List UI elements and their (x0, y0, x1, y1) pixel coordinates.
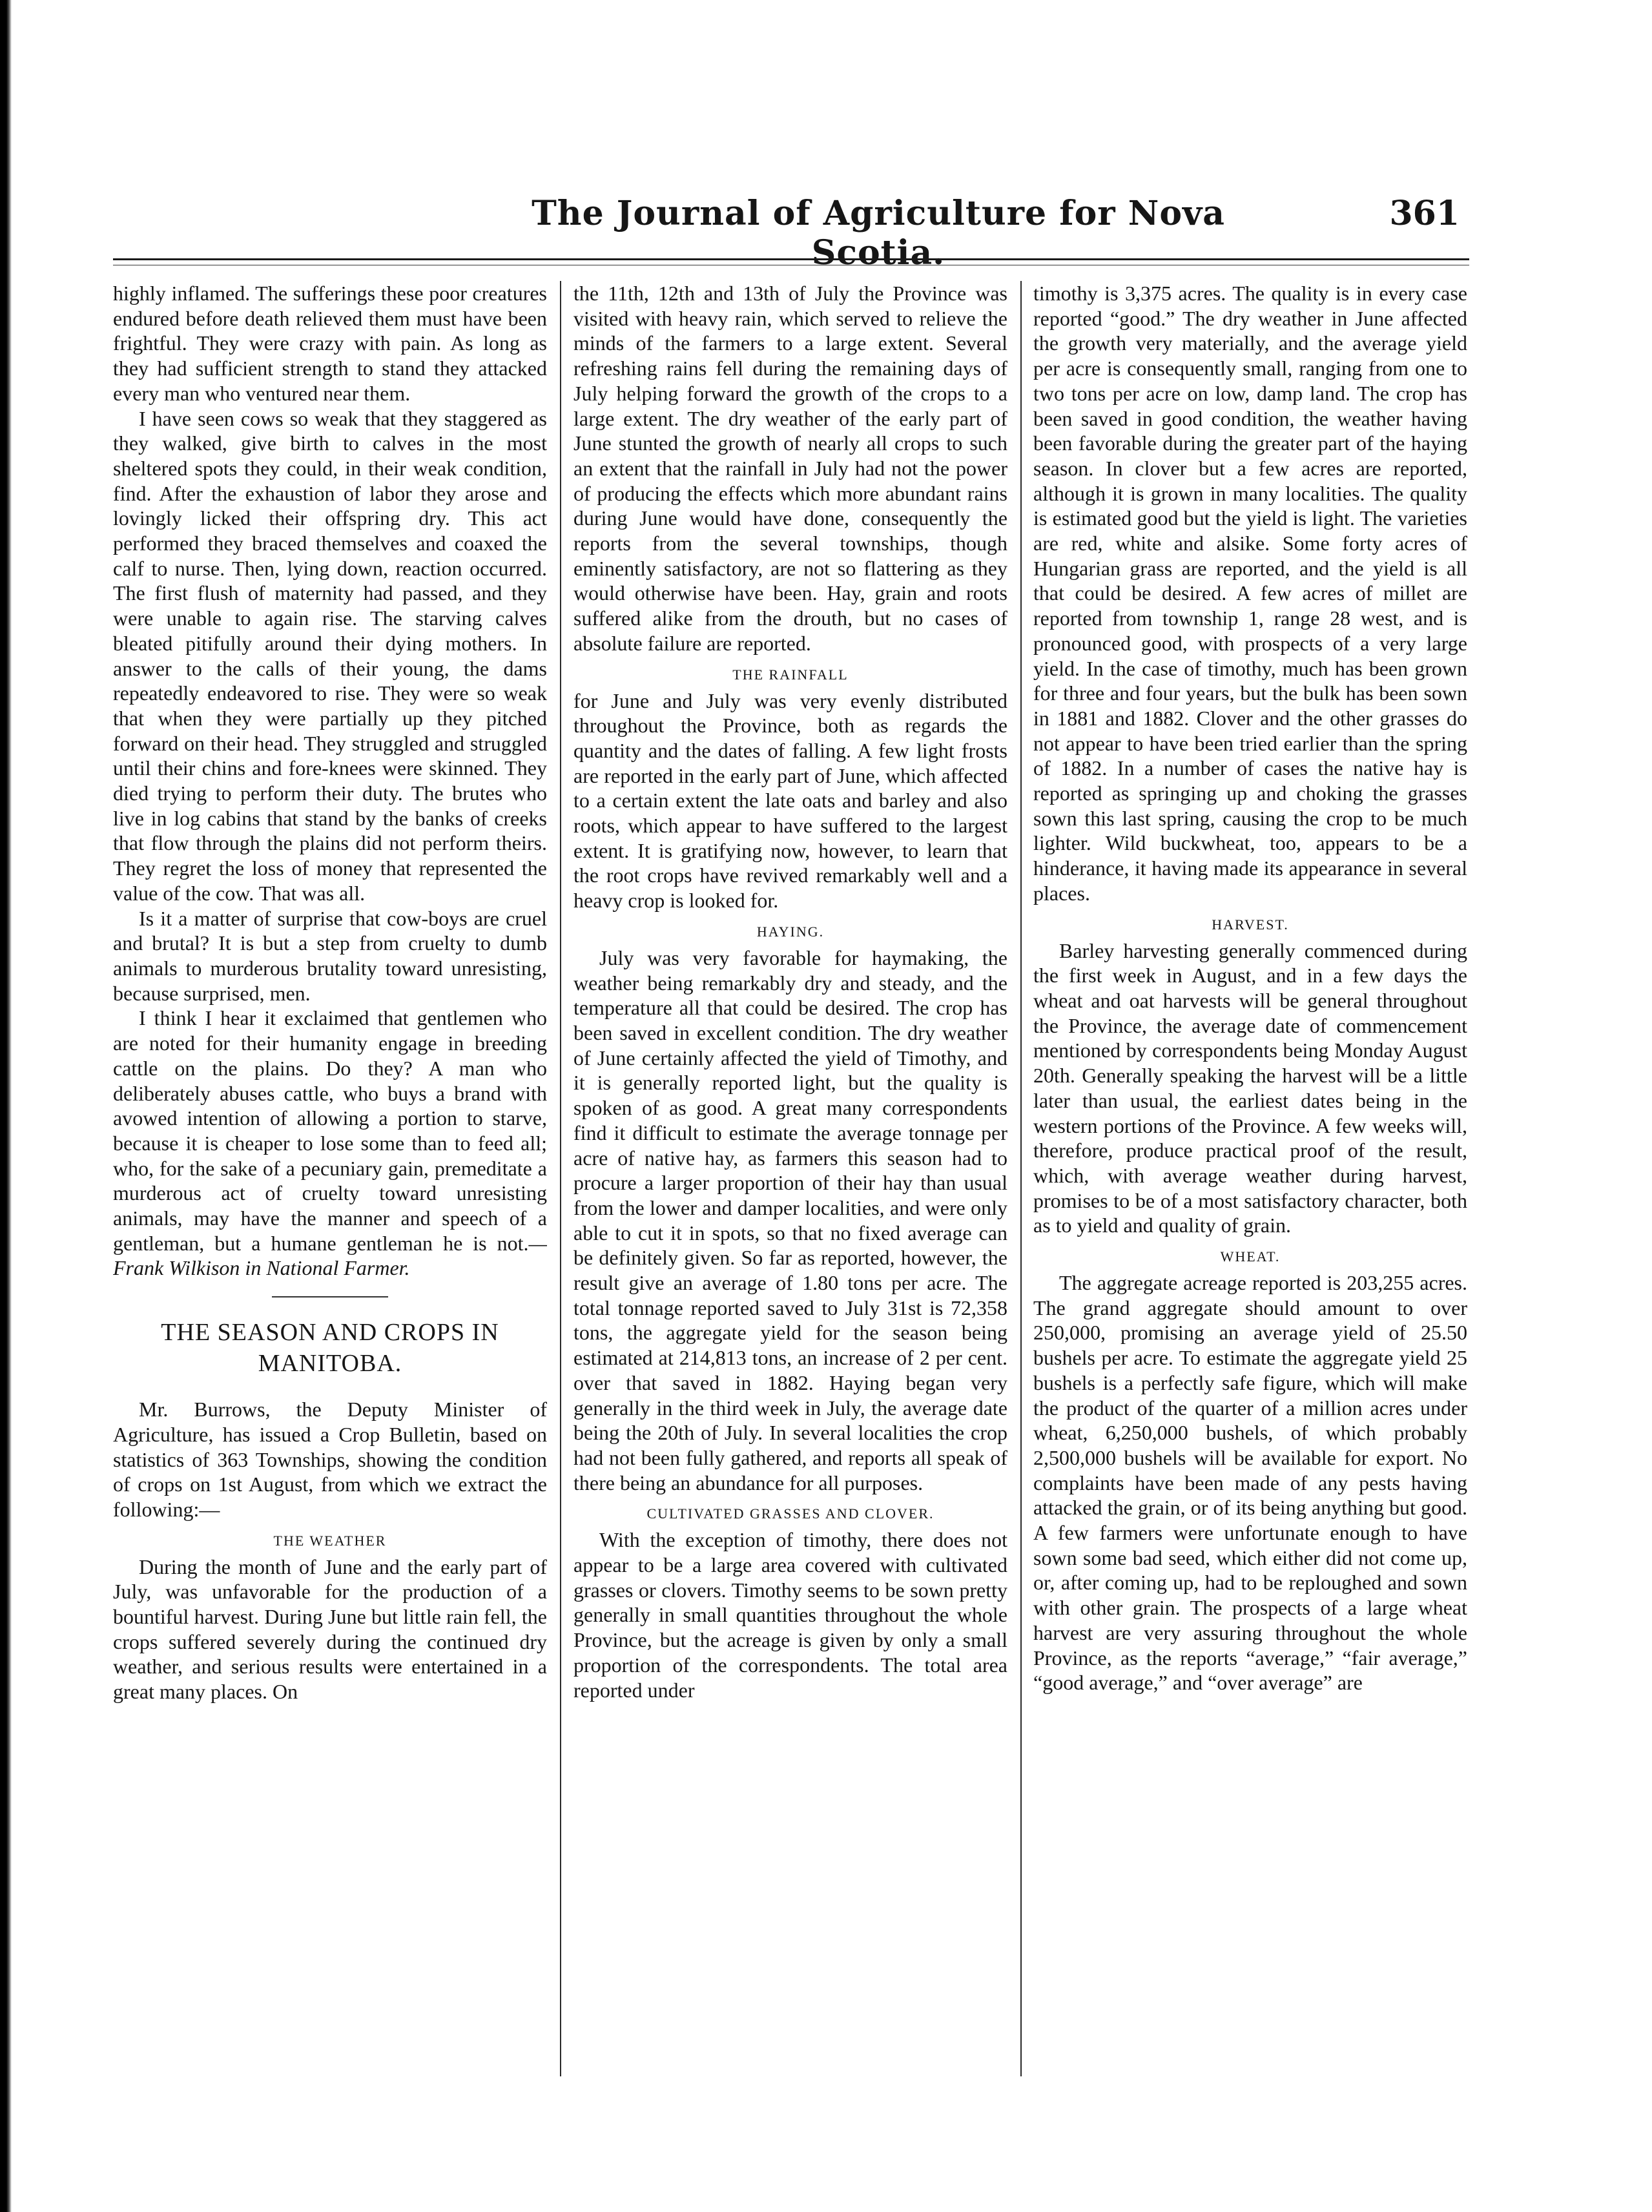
paragraph: Is it a matter of surprise that cow-boys are cruel and brutal? It is but a step from cruelty to dumb animals to murderous brutality toward unresisting, because surprised, men. (113, 906, 547, 1005)
column-2 (573, 281, 1007, 2089)
paragraph-text: I think I hear it exclaimed that gentlemen who are noted for their humanity engage in breeding cattle on the plains. Do they? A man who deliberately abuses cattle, who buys a brand with avowed intention of allowing a portion to starve, because it is cheaper to lose some than to feed all; who, for the sake of a pecuniary gain, premeditate a murderous act of cruelty toward unresisting animals, may have the manner and speech of a gentleman, but a humane gentleman he is not. (113, 1006, 547, 1255)
subhead-rainfall: THE RAINFALL (732, 666, 849, 683)
paragraph: the 11th, 12th and 13th of July the Province was visited with heavy rain, which served to relieve the minds of the farmers to a large extent. Several refreshing rains fell during the remaining days of July helping forward the growth of the crops to a large extent. The dry weather of the early part of June stunted the growth of nearly all crops to such an extent that the rainfall in July had not the power of producing the effects which more abundant rains during June would have done, consequently the reports from the several townships, though eminently satisfactory, are not so flattering as they would otherwise have been. Hay, grain and roots suffered alike from the drouth, but no cases of absolute failure are reported. (573, 282, 1007, 655)
paragraph: The aggregate acreage reported is 203,255 acres. The grand aggregate should amount to over 250,000, promising an average yield of 25.50 bushels per acre. To estimate the aggregate yield 25 bushels is a perfectly safe figure, which will make the product of the quarter of a million acres under wheat, 6,250,000 bushels, of which probably 2,500,000 bushels will be available for export. No complaints have been made of any pests having attacked the grain, or of its being anything but good. A few farmers were unfortunate enough to have sown some bad seed, which either did not come up, or, after coming up, had to be reploughed and sown with other grain. The prospects of a large wheat harvest are very assuring throughout the whole Province, as the reports “average,” “fair average,” “good average,” and “over average” are (1033, 1271, 1467, 1695)
paragraph: Barley harvesting generally commenced during the first week in August, and in a few days the wheat and oat harvests will be general throughout the Province, the average date of commencement mentioned by correspondents being Monday August 20th. Generally speaking the harvest will be a little later than usual, the earliest dates being in the western portions of the Province. A few weeks will, therefore, produce practical proof of the result, which, with average weather during harvest, promises to be of a most satisfactory character, both as to yield and quality of grain. (1033, 938, 1467, 1237)
subhead-harvest: HARVEST. (1212, 916, 1289, 933)
page-header (113, 194, 1466, 273)
section-divider (272, 1296, 388, 1297)
subhead-haying: HAYING. (756, 923, 825, 940)
paragraph: July was very favorable for haymaking, the weather being remarkably dry and steady, and the temperature all that could be desired. The crop has been saved in excellent condition. The dry weather of June certainly affected the yield of Timothy, and it is generally reported light, but the quality is spoken of as good. A great many correspondents find it difficult to estimate the average tonnage per acre of native hay, as farmers this season had to procure a larger proportion of their hay than usual from the lower and damper localities, and were only able to cut it in spots, so that no fixed average can be definitely given. So far as reported, however, the result give an average of 1.80 tons per acre. The total tonnage reported saved to July 31st is 72,358 tons, the aggregate yield for the season being estimated at 214,813 tons, an increase of 2 per cent. over that saved in 1882. Haying began very generally in the third week in July, the average date being the 20th of July. In several localities the crop had not been fully gathered, and reports all speak of there being an abundance for all purposes. (573, 946, 1007, 1494)
column-rule-1 (560, 281, 561, 2076)
article-title: THE SEASON AND CROPS IN MANITOBA. (161, 1319, 499, 1378)
scan-edge (0, 0, 12, 2212)
column-rule-2 (1020, 281, 1022, 2076)
paragraph: Mr. Burrows, the Deputy Minister of Agriculture, has issued a Crop Bulletin, based on statistics of 363 Townships, showing the condition of crops on 1st August, from which we extract the following:— (113, 1398, 547, 1521)
paragraph: During the month of June and the early part of July, was unfavorable for the production of a bountiful harvest. During June but little rain fell, the crops suffered severely during the continued dry weather, and serious results were entertained in a great many places. On (113, 1555, 547, 1704)
paragraph: With the exception of timothy, there does not appear to be a large area covered with cultivated grasses or clovers. Timothy seems to be sown pretty generally in small quantities throughout the whole Province, but the acreage is given by only a small proportion of the correspondents. The total area reported under (573, 1528, 1007, 1702)
paragraph: timothy is 3,375 acres. The quality is in every case reported “good.” The dry weather in June affected the growth very materially, and the average yield per acre is consequently small, ranging from one to two tons per acre on low, damp land. The crop has been saved in good condition, the weather having been favorable during the greater part of the haying season. In clover but a few acres are reported, although it is grown in many localities. The quality is estimated good but the yield is light. The varieties are red, white and alsike. Some forty acres of Hungarian grass are reported, and the yield is all that could be desired. A few acres of millet are reported from township 1, range 28 west, and is pronounced good, with prospects of a very large yield. In the case of timothy, much has been grown for three and four years, but the bulk has been sown in 1881 and 1882. Clover and the other grasses do not appear to have been tried earlier than the spring of 1882. In a number of cases the native hay is reported as springing up and choking the grasses sown this last spring, causing the crop to be much lighter. Wild buckwheat, too, appears to be a hinderance, it having made its appearance in several places. (1033, 282, 1467, 905)
subhead-grasses: CULTIVATED GRASSES AND CLOVER. (646, 1505, 934, 1522)
attribution: —Frank Wilkison in National Farmer. (113, 1231, 547, 1280)
header-rule (113, 258, 1469, 260)
page-number: 361 (1389, 194, 1460, 233)
paragraph: for June and July was very evenly distributed throughout the Province, both as regards the quantity and the dates of falling. A few light frosts are reported in the early part of June, which affected to a certain extent the late oats and barley and also roots, which appear to have suffered to the largest extent. It is gratifying now, however, to learn that the root crops have revived remarkably well and a heavy crop is looked for. (573, 688, 1007, 913)
paragraph: I have seen cows so weak that they staggered as they walked, give birth to calves in the most sheltered spots they could, in their weak condition, find. After the exhaustion of labor they arose and lovingly licked their offspring dry. This act performed they braced themselves and coaxed the calf to nurse. Then, lying down, reaction occurred. The first flush of maternity had passed, and they were unable to again rise. The starving calves bleated pitifully around their dying mothers. In answer to the calls of their young, the dams repeatedly endeavored to rise. They were so weak that when they were partially up they pitched forward on their head. They struggled and struggled until their chins and fore-knees were skinned. They died trying to perform their duty. The brutes who live in log cabins that stand by the banks of creeks that flow through the plains did not perform theirs. They regret the loss of money that represented the value of the cow. That was all. (113, 406, 547, 905)
journal-title: The Journal of Agriculture for Nova Scotia. (532, 194, 1225, 273)
subhead-weather: THE WEATHER (273, 1532, 387, 1549)
column-1 (113, 281, 547, 2089)
paragraph (113, 1006, 547, 1281)
subhead-wheat: WHEAT. (1220, 1248, 1281, 1265)
paragraph: highly inflamed. The sufferings these poor creatures endured before death relieved them must have been frightful. They were crazy with pain. As long as they had sufficient strength to stand they attacked every man who ventured near them. (113, 282, 547, 405)
column-3 (1033, 281, 1467, 2089)
